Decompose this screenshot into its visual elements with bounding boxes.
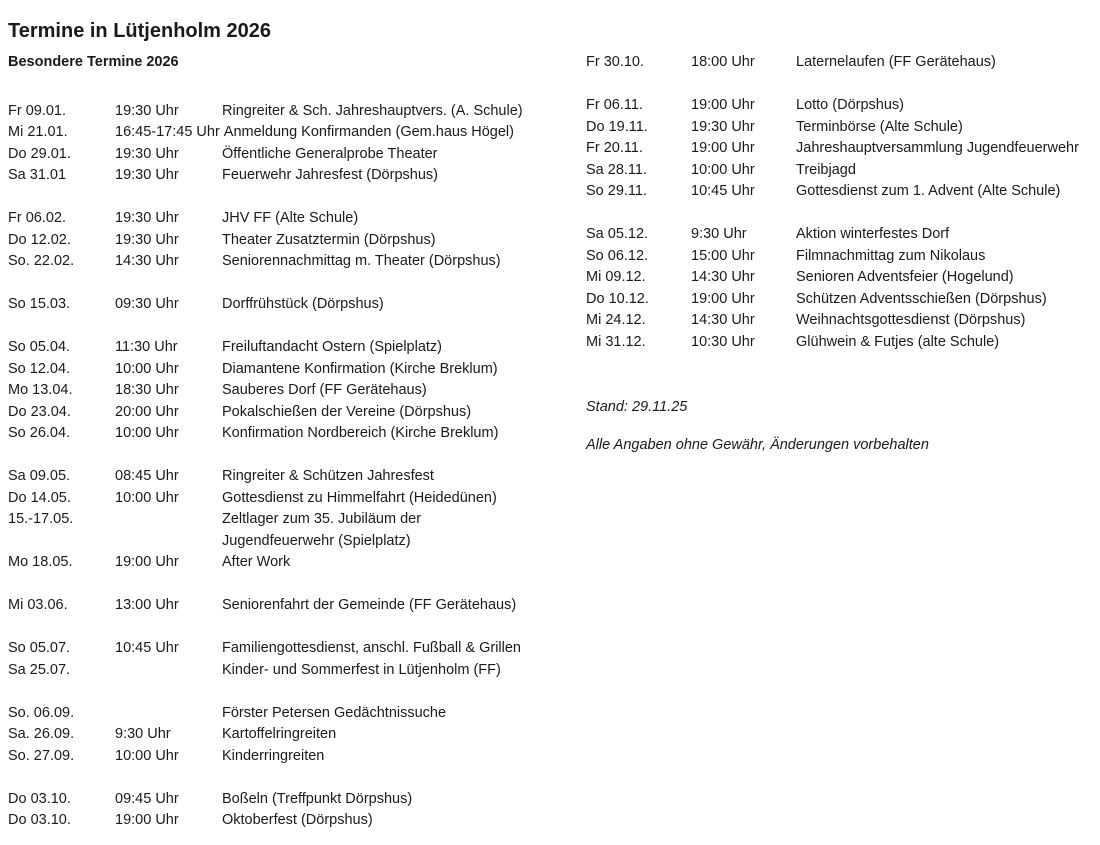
event-title: Feuerwehr Jahresfest (Dörpshus) — [222, 167, 438, 183]
event-title: Kinderringreiten — [222, 747, 325, 764]
event-time: 19:30 Uhr — [115, 145, 179, 162]
event-title: Filmnachmittag zum Nikolaus — [796, 247, 986, 264]
event-time: 18:00 Uhr — [691, 54, 755, 70]
event-title: Freiluftandacht Ostern (Spielplatz) — [222, 339, 443, 355]
event-row — [8, 101, 564, 123]
event-time: 18:30 Uhr — [115, 382, 179, 398]
event-title: Dorffrühstück (Dörpshus) — [222, 296, 384, 312]
event-date: Do 03.10. — [8, 790, 71, 807]
event-row — [586, 224, 1098, 246]
events-list-right — [586, 52, 1098, 353]
event-title: Konfirmation Nordbereich (Kirche Breklum) — [222, 425, 499, 441]
event-date: Sa 28.11. — [586, 161, 648, 178]
events-column-right — [586, 52, 1098, 457]
event-group — [586, 95, 1098, 203]
event-title: Anmeldung Konfirmanden (Gem.haus Högel) — [223, 124, 514, 140]
event-group — [8, 789, 564, 832]
event-title: Ringreiter & Schützen Jahresfest — [222, 468, 434, 484]
event-row — [8, 552, 564, 574]
event-title: Gottesdienst zum 1. Advent (Alte Schule) — [796, 183, 1061, 199]
event-row — [8, 746, 564, 768]
event-title: Senioren Adventsfeier (Hogelund) — [796, 269, 1014, 285]
event-row — [586, 160, 1098, 182]
event-row — [586, 289, 1098, 311]
event-date: Mo 13.04. — [8, 382, 73, 398]
event-title: After Work — [222, 554, 291, 570]
event-time: 09:45 Uhr — [115, 790, 179, 807]
event-date: Fr 20.11. — [586, 140, 643, 156]
event-group — [586, 52, 1098, 74]
event-time: 14:30 Uhr — [691, 312, 755, 328]
event-title: Laternelaufen (FF Gerätehaus) — [796, 54, 996, 70]
event-time: 11:30 Uhr — [115, 339, 178, 355]
event-row — [8, 359, 564, 381]
event-date: Do 03.10. — [8, 812, 71, 828]
event-row — [586, 310, 1098, 332]
event-time: 10:00 Uhr — [115, 425, 179, 441]
event-date: Sa 09.05. — [8, 468, 71, 484]
event-date: So 29.11. — [586, 183, 648, 199]
event-time: 19:30 Uhr — [115, 210, 179, 226]
event-time: 19:00 Uhr — [691, 97, 755, 113]
event-time: 10:30 Uhr — [691, 333, 755, 350]
event-row — [8, 423, 564, 445]
event-title: Pokalschießen der Vereine (Dörpshus) — [222, 403, 472, 420]
event-title: Glühwein & Futjes (alte Schule) — [796, 333, 1000, 350]
event-time — [115, 509, 222, 552]
event-title: Jahreshauptversammlung Jugendfeuerwehr — [796, 140, 1079, 156]
note-stand: Stand: 29.11.25 — [586, 399, 688, 415]
event-date: Do 23.04. — [8, 403, 71, 420]
event-row — [8, 294, 564, 316]
event-title: Lotto (Dörpshus) — [796, 97, 904, 113]
event-title: Diamantene Konfirmation (Kirche Breklum) — [222, 360, 498, 377]
event-time: 19:30 Uhr — [115, 167, 179, 183]
event-title: Oktoberfest (Dörpshus) — [222, 812, 373, 828]
event-date: So 26.04. — [8, 425, 71, 441]
event-date: Do 12.02. — [8, 231, 71, 248]
event-date: So. 22.02. — [8, 253, 75, 269]
event-time: 19:30 Uhr — [115, 102, 179, 119]
event-title: Seniorennachmittag m. Theater (Dörpshus) — [222, 253, 501, 269]
event-date: Mi 03.06. — [8, 597, 68, 613]
event-time: 10:00 Uhr — [691, 161, 755, 178]
event-title: Kinder- und Sommerfest in Lütjenholm (FF) — [222, 661, 501, 678]
event-row — [8, 595, 564, 617]
event-date: Do 19.11. — [586, 118, 648, 135]
event-time: 16:45-17:45 Uhr — [115, 124, 220, 140]
event-title: JHV FF (Alte Schule) — [222, 210, 359, 226]
event-date: Mi 24.12. — [586, 312, 646, 328]
event-row — [586, 117, 1098, 139]
event-title: Treibjagd — [796, 161, 856, 178]
event-group — [8, 208, 564, 273]
event-row — [586, 95, 1098, 117]
event-date: So 12.04. — [8, 360, 71, 377]
event-group — [8, 294, 564, 316]
event-title: Gottesdienst zu Himmelfahrt (Heidedünen) — [222, 489, 497, 506]
event-time: 10:00 Uhr — [115, 360, 179, 377]
events-list-left — [8, 101, 564, 832]
event-time: 9:30 Uhr — [691, 226, 747, 242]
event-row — [8, 509, 564, 552]
event-date: Fr 06.02. — [8, 210, 67, 226]
event-row — [8, 466, 564, 488]
event-row — [8, 660, 564, 682]
event-date: Fr 06.11. — [586, 97, 643, 113]
event-title: Schützen Adventsschießen (Dörpshus) — [796, 290, 1047, 307]
event-time: 19:00 Uhr — [691, 290, 755, 307]
event-row — [586, 138, 1098, 160]
event-date: So 05.07. — [8, 640, 71, 656]
event-date: Fr 30.10. — [586, 54, 645, 70]
event-title: Ringreiter & Sch. Jahreshauptvers. (A. Schule) — [222, 102, 523, 119]
event-date: Sa 31.01 — [8, 167, 67, 183]
event-title: Theater Zusatztermin (Dörpshus) — [222, 231, 436, 248]
event-row — [8, 230, 564, 252]
event-title: Förster Petersen Gedächtnissuche — [222, 704, 447, 721]
event-title: Aktion winterfestes Dorf — [796, 226, 950, 242]
event-time: 19:00 Uhr — [115, 554, 179, 570]
event-row — [8, 337, 564, 359]
event-row — [586, 332, 1098, 354]
event-time: 10:00 Uhr — [115, 747, 179, 764]
event-time: 09:30 Uhr — [115, 296, 179, 312]
event-time: 9:30 Uhr — [115, 726, 171, 742]
event-time: 10:45 Uhr — [115, 640, 179, 656]
event-row — [8, 488, 564, 510]
event-time: 10:45 Uhr — [691, 183, 755, 199]
event-row — [8, 402, 564, 424]
event-date: Mi 31.12. — [586, 333, 646, 350]
event-time: 19:30 Uhr — [691, 118, 755, 135]
event-row — [8, 380, 564, 402]
event-date: Mi 21.01. — [8, 124, 68, 140]
event-date: Sa 25.07. — [8, 661, 71, 678]
event-title: Sauberes Dorf (FF Gerätehaus) — [222, 382, 427, 398]
page-title: Termine in Lütjenholm 2026 — [8, 20, 272, 43]
event-group — [586, 224, 1098, 353]
event-row — [8, 703, 564, 725]
event-row — [8, 251, 564, 273]
event-title: Terminbörse (Alte Schule) — [796, 118, 963, 135]
event-row — [8, 724, 564, 746]
event-date: So. 27.09. — [8, 747, 75, 764]
event-time: 08:45 Uhr — [115, 468, 179, 484]
event-date: Do 29.01. — [8, 145, 71, 162]
event-row — [8, 208, 564, 230]
event-row — [8, 810, 564, 832]
event-time: 14:30 Uhr — [115, 253, 179, 269]
event-date: Do 14.05. — [8, 489, 71, 506]
event-time-and-title — [115, 122, 564, 144]
event-title: Kartoffelringreiten — [222, 726, 337, 742]
event-time: 14:30 Uhr — [691, 269, 755, 285]
event-row — [8, 165, 564, 187]
event-date: Fr 09.01. — [8, 102, 67, 119]
events-column-left — [8, 52, 564, 832]
event-time: 10:00 Uhr — [115, 489, 179, 506]
event-row — [586, 181, 1098, 203]
event-date: Sa. 26.09. — [8, 726, 75, 742]
note-disclaimer: Alle Angaben ohne Gewähr, Änderungen vorbehalten — [586, 437, 929, 453]
event-date: So 15.03. — [8, 296, 71, 312]
notes-block — [586, 397, 1098, 457]
event-group — [8, 638, 564, 681]
event-date: So 05.04. — [8, 339, 71, 355]
event-time: 19:00 Uhr — [691, 140, 755, 156]
event-time: 19:00 Uhr — [115, 812, 179, 828]
event-title: Weihnachtsgottesdienst (Dörpshus) — [796, 312, 1026, 328]
event-title-line2: Jugendfeuerwehr (Spielplatz) — [222, 532, 411, 549]
event-time — [115, 660, 222, 682]
event-title: Boßeln (Treffpunkt Dörpshus) — [222, 790, 413, 807]
event-date: So. 06.09. — [8, 704, 75, 721]
event-title: Familiengottesdienst, anschl. Fußball & Grillen — [222, 640, 521, 656]
event-title: Öffentliche Generalprobe Theater — [222, 145, 438, 162]
event-group — [8, 595, 564, 617]
event-time: 15:00 Uhr — [691, 247, 755, 264]
event-row — [586, 267, 1098, 289]
event-date: Do 10.12. — [586, 290, 649, 307]
event-row — [586, 52, 1098, 74]
event-date: Mo 18.05. — [8, 554, 73, 570]
event-row — [586, 246, 1098, 268]
event-title: Seniorenfahrt der Gemeinde (FF Gerätehaus) — [222, 597, 517, 613]
event-row — [8, 789, 564, 811]
event-date: 15.-17.05. — [8, 511, 74, 527]
event-date: So 06.12. — [586, 247, 649, 264]
event-time: 13:00 Uhr — [115, 597, 179, 613]
section-heading: Besondere Termine 2026 — [8, 54, 179, 70]
event-time — [115, 703, 222, 725]
event-title: Zeltlager zum 35. Jubiläum der Jugendfeuerwehr (Spielplatz) — [222, 509, 564, 552]
event-group — [8, 703, 564, 768]
event-date: Mi 09.12. — [586, 269, 646, 285]
event-time: 19:30 Uhr — [115, 231, 179, 248]
event-row — [8, 144, 564, 166]
event-time: 20:00 Uhr — [115, 403, 179, 420]
event-date: Sa 05.12. — [586, 226, 649, 242]
event-group — [8, 101, 564, 187]
event-row — [8, 122, 564, 144]
event-group — [8, 337, 564, 445]
event-group — [8, 466, 564, 574]
event-row — [8, 638, 564, 660]
